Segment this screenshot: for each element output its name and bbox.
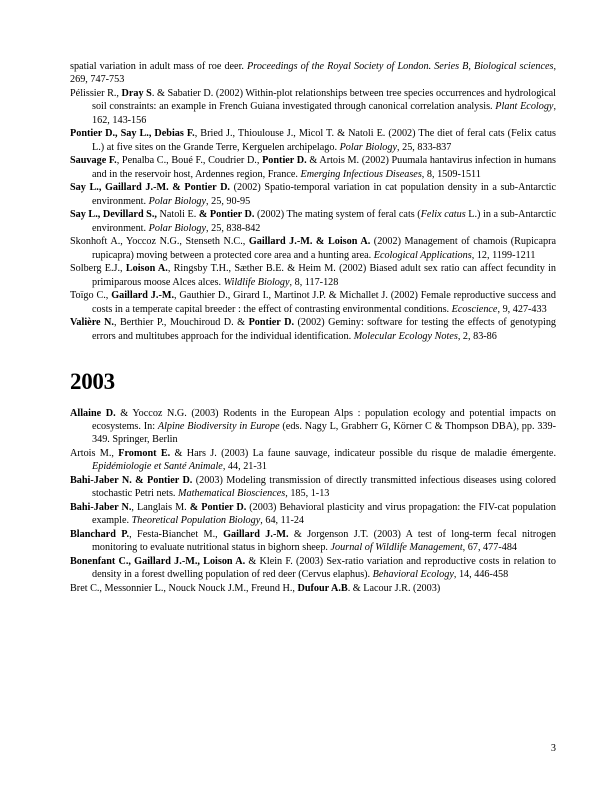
reference-2002-entry	[70, 235, 556, 262]
reference-2002-entry	[70, 60, 556, 87]
reference-text: Bonenfant C., Gaillard J.-M., Loison A.	[70, 556, 246, 567]
reference-text: L.) in a sub-Antarctic environment.	[92, 209, 556, 234]
reference-2003-entry	[70, 528, 556, 555]
reference-text: Dufour A.B	[297, 583, 348, 594]
reference-text: (2003) Modeling transmission of directly transmitted infectious diseases using colored stochastic Petri nets.	[92, 475, 556, 500]
reference-text: Bahi-Jaber N.	[70, 502, 132, 513]
reference-2003-entry	[70, 407, 556, 447]
reference-text: , 162, 143-156	[92, 101, 556, 126]
reference-text: , 2, 83-86	[457, 330, 497, 342]
reference-text: , 14, 446-458	[453, 569, 509, 581]
reference-2002-entry	[70, 262, 556, 289]
reference-text: , 64, 11-24	[260, 515, 305, 527]
reference-text: Gaillard J.-M. & Loison A.	[248, 236, 371, 248]
reference-text: Emerging Infectious Diseases	[300, 168, 422, 180]
reference-text: , 25, 90-95	[206, 195, 251, 207]
reference-2003-entry	[70, 501, 556, 528]
reference-text: Ecoscience	[451, 303, 498, 315]
reference-text: , Festa-Bianchet M.,	[129, 529, 224, 540]
reference-text: , Berthier P., Mouchiroud D. &	[113, 317, 249, 329]
reference-text: Behavioral Ecology	[372, 569, 454, 581]
reference-text: . & Lacour J.R. (2003)	[347, 583, 441, 594]
reference-text: (2002) Management of chamois (Rupicapra rupicapra) moving between a protected core area and a hunting area.	[92, 236, 556, 261]
reference-text: , Penalba C., Boué F., Coudrier D.,	[116, 155, 263, 167]
reference-text: , 44, 21-31	[222, 461, 267, 473]
reference-text: , 185, 1-13	[285, 488, 330, 500]
reference-text: (2002) Geminy: software for testing the effects of genotyping errors and multitubes approach for the individual identification.	[92, 317, 557, 342]
reference-text: , 25, 833-837	[397, 141, 452, 153]
reference-text: Bahi-Jaber N.	[70, 475, 132, 486]
reference-text: Say L., Gaillard J.-M. & Pontier D.	[70, 182, 230, 194]
reference-text: Journal of Wildlife Management	[330, 542, 463, 554]
reference-text: Blanchard P.	[70, 529, 130, 540]
reference-text: Alpine Biodiversity in Europe	[157, 421, 280, 432]
reference-text: . & Sabatier D. (2002) Within-plot relationships between tree species occurrences and hydrological soil constraints: an example in French Guiana investigated through canonical correlation analysis.	[92, 88, 556, 113]
reference-2003-entry	[70, 555, 556, 582]
reference-text: Bret C., Messonnier L., Nouck Nouck J.M., Freund H.,	[70, 583, 298, 594]
reference-2003-entry	[70, 474, 556, 501]
reference-2002-entry	[70, 181, 556, 208]
reference-text: Allaine D.	[70, 407, 116, 419]
reference-text: , 8, 117-128	[289, 276, 339, 288]
reference-text: , Ringsby T.H., Sæther B.E. & Heim M. (2002) Biased adult sex ratio can affect fecundity in primiparous moose Alces alces.	[92, 263, 556, 288]
reference-text: , 67, 477-484	[462, 542, 518, 554]
reference-2003-entry	[70, 447, 556, 474]
reference-2002-entry	[70, 87, 556, 127]
reference-text: Plant Ecology	[495, 101, 554, 113]
reference-text: & Yoccoz N.G. (2003) Rodents in the European Alps : population ecology and potential impacts on ecosystems. In:	[92, 407, 556, 432]
reference-text: Ecological Applications	[373, 249, 472, 261]
reference-text: Felix catus	[420, 209, 466, 221]
reference-text: & Artois M. (2002) Puumala hantavirus infection in humans and in the reservoir host, Ardennes region, France.	[92, 155, 557, 180]
reference-text: Polar Biology	[148, 195, 207, 207]
reference-2002-entry	[70, 316, 556, 343]
reference-text: , Gauthier D., Girard I., Martinot J.P. & Michallet J. (2002) Female reproductive success and costs in a temperate capital breeder : the effect of contrasting environmental conditions.	[92, 290, 556, 315]
reference-text: , Bried J., Thioulouse J., Micol T. & Natoli E. (2002) The diet of feral cats (Felix catus L.) at five sites on the Grande Terre, Kerguelen archipelago.	[92, 128, 556, 153]
reference-2002-entry	[70, 208, 556, 235]
reference-text: Theoretical Population Biology	[131, 515, 261, 527]
reference-text: & Pontier D.	[189, 502, 247, 513]
reference-text: Pélissier R.,	[70, 88, 122, 99]
reference-text: (2003) Behavioral plasticity and virus propagation: the FIV-cat population example.	[92, 502, 556, 527]
reference-text: Natoli E.	[156, 209, 199, 221]
reference-text: spatial variation in adult mass of roe deer.	[70, 61, 248, 72]
reference-text: (eds. Nagy L, Grabherr G, Körner C & Thompson DBA), pp. 339-349. Springer, Berlin	[92, 421, 556, 446]
reference-text: (2002) Spatio-temporal variation in cat population density in a sub-Antarctic environment.	[92, 182, 556, 207]
reference-text: Epidémiologie et Santé Animale	[92, 461, 223, 473]
reference-text: Gaillard J.-M.	[223, 529, 289, 540]
reference-2002-entry	[70, 289, 556, 316]
reference-text: Molecular Ecology Notes	[353, 330, 458, 342]
page-number: 3	[550, 743, 556, 754]
reference-text: Pontier D., Say L., Debias F.	[70, 128, 195, 140]
reference-text: Pontier D.	[248, 317, 295, 329]
reference-text: Proceedings of the Royal Society of London. Series B, Biological sciences	[247, 61, 554, 72]
reference-text: Wildlife Biology	[223, 276, 290, 288]
reference-2003-entry	[70, 582, 556, 595]
reference-text: Mathematical Biosciences	[178, 488, 286, 500]
reference-text: Toïgo C.,	[70, 290, 112, 302]
reference-text: (2002) The mating system of feral cats (	[254, 209, 421, 221]
reference-text: , 25, 838-842	[206, 222, 261, 234]
year-heading-2003: 2003	[70, 368, 115, 394]
reference-text: & Jorgenson J.T. (2003) A test of long-term fecal nitrogen monitoring to evaluate nutritional status in bighorn sheep.	[92, 529, 557, 554]
reference-text: Loison A.	[125, 263, 168, 275]
reference-text: Skonhoft A., Yoccoz N.G., Stenseth N.C.,	[70, 236, 249, 248]
reference-text: , 9, 427-433	[497, 303, 547, 315]
reference-text: Fromont E.	[118, 448, 171, 459]
reference-text: , 12, 1199-1211	[471, 249, 536, 261]
reference-text: Solberg E.J.,	[70, 263, 126, 275]
reference-2002-entry	[70, 154, 556, 181]
reference-text: Pontier D.	[262, 155, 307, 167]
reference-text: Sauvage F.	[70, 155, 117, 167]
reference-list-2003	[70, 407, 556, 596]
reference-text: & Klein F. (2003) Sex-ratio variation and reproductive costs in relation to density in a forest dwelling population of red deer (Cervus elaphus).	[92, 556, 556, 581]
reference-text: , 8, 1509-1511	[421, 168, 481, 180]
reference-list-2002	[70, 60, 556, 343]
reference-text: & Pontier D.	[198, 209, 255, 221]
reference-text: Artois M.,	[70, 448, 119, 459]
reference-text: Gaillard J.-M.	[111, 290, 175, 302]
reference-text: Valière N.	[70, 317, 114, 329]
reference-text: & Hars J. (2003) La faune sauvage, indicateur possible du risque de maladie émergente.	[170, 448, 556, 459]
reference-text: , Langlais M.	[131, 502, 190, 513]
reference-text: & Pontier D.	[135, 475, 193, 486]
reference-text: Polar Biology	[339, 141, 398, 153]
reference-text: Dray S	[121, 88, 152, 99]
reference-text: , 269, 747-753	[70, 61, 556, 86]
reference-2002-entry	[70, 127, 556, 154]
reference-text: Say L., Devillard S.,	[70, 209, 157, 221]
reference-text: Polar Biology	[148, 222, 207, 234]
